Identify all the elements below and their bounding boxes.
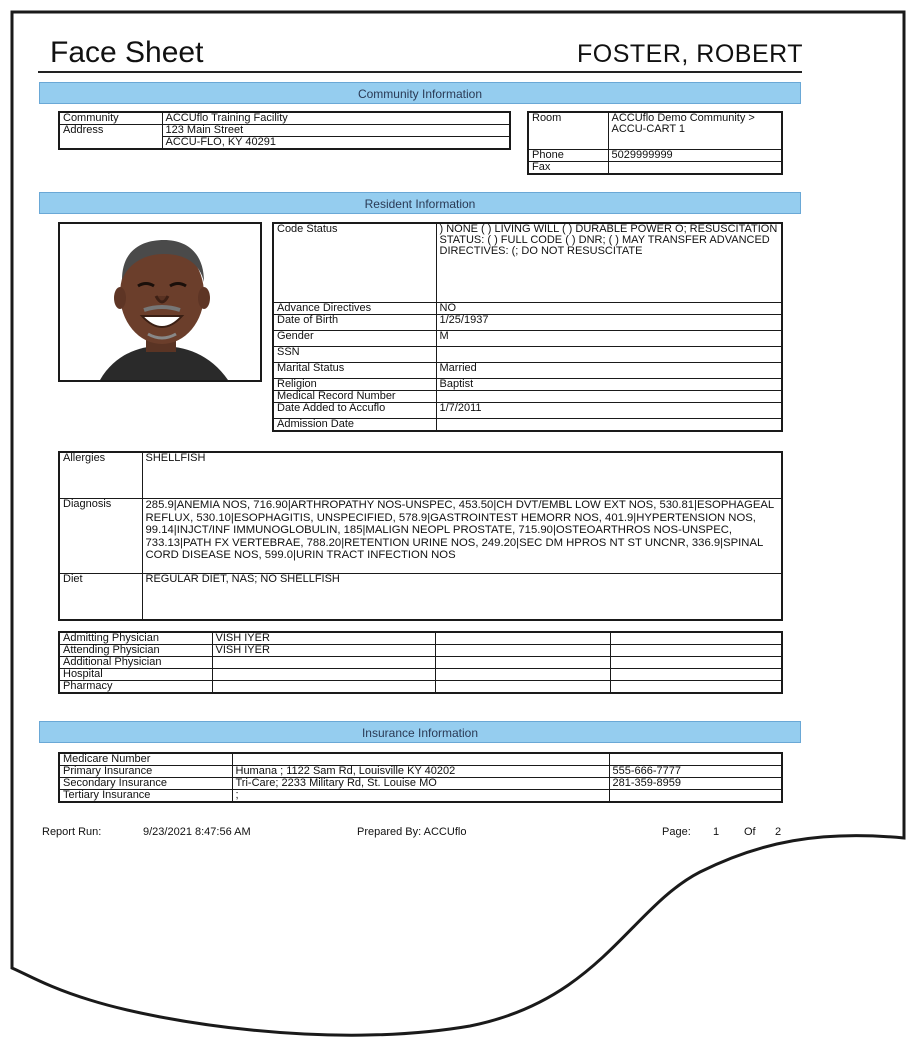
empty-cell (435, 681, 610, 694)
empty-cell (435, 669, 610, 681)
resident-details-table (272, 222, 783, 432)
empty-cell (610, 669, 782, 681)
fax-label: Fax (528, 162, 608, 175)
tertiary-insurance-label: Tertiary Insurance (59, 790, 232, 803)
resident-portrait-image (60, 224, 260, 380)
empty-cell (435, 632, 610, 645)
table-row (59, 766, 782, 778)
empty-cell (610, 632, 782, 645)
phone-value: 5029999999 (608, 150, 782, 162)
providers-table (58, 631, 783, 694)
report-run-value: 9/23/2021 8:47:56 AM (143, 826, 251, 838)
community-info-header: Community Information (39, 82, 801, 104)
admission-date-label: Admission Date (273, 419, 436, 432)
resident-info-header: Resident Information (39, 192, 801, 214)
table-row (528, 112, 782, 150)
diagnosis-label: Diagnosis (59, 499, 142, 574)
table-row (273, 315, 782, 331)
resident-photo (58, 222, 262, 382)
diagnosis-value: 285.9|ANEMIA NOS, 716.90|ARTHROPATHY NOS-UNSPEC, 453.50|CH DVT/EMBL LOW EXT NOS, 530.81|ESOPHAGEAL REFLUX, 530.10|ESOPHAGITIS, UNSPECIFIED, 578.9|GASTROINTEST HEMORR NOS, 401.9|HYPERTENSION NOS, 99.14|INJCT/INF IMMUNOGLOBULIN, 185|MALIGN NEOPL PROSTATE, 715.90|OSTEOARTHROS NOS-UNSPEC, 733.13|PATH FX VERTEBRAE, 788.20|RETENTION URINE NOS, 249.20|SEC DM HPROS NT ST UNCNR, 336.9|SPINAL CORD DISEASE NOS, 599.0|URIN TRACT INFECTION NOS (142, 499, 782, 574)
empty-cell (610, 645, 782, 657)
religion-value: Baptist (436, 379, 782, 391)
table-row (273, 403, 782, 419)
additional-physician-value (212, 657, 435, 669)
marital-status-label: Marital Status (273, 363, 436, 379)
code-status-label: Code Status (273, 223, 436, 303)
code-status-value: ) NONE ( ) LIVING WILL ( ) DURABLE POWER O; RESUSCITATION STATUS: ( ) FULL CODE ( ) DNR; ( ) MAY TRANSFER ADVANCED DIRECTIVES: (; DO NOT RESUSCITATE (436, 223, 782, 303)
primary-insurance-phone: 555-666-7777 (609, 766, 782, 778)
medicare-label: Medicare Number (59, 753, 232, 766)
tertiary-insurance-value: ; (232, 790, 609, 803)
insurance-table (58, 752, 783, 803)
community-value: ACCUflo Training Facility (162, 112, 510, 125)
phone-label: Phone (528, 150, 608, 162)
allergies-label: Allergies (59, 452, 142, 499)
gender-label: Gender (273, 331, 436, 347)
dob-value: 1/25/1937 (436, 315, 782, 331)
primary-insurance-value: Humana ; 1122 Sam Rd, Louisville KY 40202 (232, 766, 609, 778)
report-run-label: Report Run: (42, 826, 102, 838)
primary-insurance-label: Primary Insurance (59, 766, 232, 778)
secondary-insurance-phone: 281-359-8959 (609, 778, 782, 790)
marital-status-value: Married (436, 363, 782, 379)
date-added-label: Date Added to Accuflo (273, 403, 436, 419)
secondary-insurance-value: Tri-Care; 2233 Military Rd, St. Louise MO (232, 778, 609, 790)
table-row (273, 379, 782, 391)
ssn-value (436, 347, 782, 363)
table-row (273, 419, 782, 432)
gender-value: M (436, 331, 782, 347)
table-row (59, 657, 782, 669)
insurance-info-header: Insurance Information (39, 721, 801, 743)
prepared-by: Prepared By: ACCUflo (357, 826, 467, 838)
religion-label: Religion (273, 379, 436, 391)
medicare-phone (609, 753, 782, 766)
hospital-value (212, 669, 435, 681)
allergies-value: SHELLFISH (142, 452, 782, 499)
address-line2: ACCU-FLO, KY 40291 (162, 137, 510, 150)
hospital-label: Hospital (59, 669, 212, 681)
title-divider (38, 71, 802, 73)
clinical-table (58, 451, 783, 621)
table-row (59, 125, 510, 137)
pharmacy-value (212, 681, 435, 694)
admitting-physician-label: Admitting Physician (59, 632, 212, 645)
page-title: Face Sheet (50, 36, 204, 69)
table-row (528, 162, 782, 175)
community-label: Community (59, 112, 162, 125)
page-label: Page: (662, 826, 691, 838)
resident-name: FOSTER, ROBERT (576, 40, 803, 68)
table-row (59, 452, 782, 499)
table-row (273, 363, 782, 379)
table-row (273, 223, 782, 303)
diet-label: Diet (59, 574, 142, 621)
community-table (58, 111, 511, 150)
table-row (273, 331, 782, 347)
table-row (273, 391, 782, 403)
fax-value (608, 162, 782, 175)
address-label: Address (59, 125, 162, 150)
additional-physician-label: Additional Physician (59, 657, 212, 669)
page-number: 1 (713, 826, 720, 838)
diet-value: REGULAR DIET, NAS; NO SHELLFISH (142, 574, 782, 621)
empty-cell (435, 645, 610, 657)
table-row (59, 632, 782, 645)
page-total: 2 (775, 826, 782, 838)
table-row (273, 303, 782, 315)
attending-physician-value: VISH IYER (212, 645, 435, 657)
medicare-value (232, 753, 609, 766)
table-row (528, 150, 782, 162)
empty-cell (610, 657, 782, 669)
empty-cell (435, 657, 610, 669)
of-label: Of (744, 826, 756, 838)
advance-directives-label: Advance Directives (273, 303, 436, 315)
table-row (59, 669, 782, 681)
table-row (59, 574, 782, 621)
pharmacy-label: Pharmacy (59, 681, 212, 694)
dob-label: Date of Birth (273, 315, 436, 331)
ssn-label: SSN (273, 347, 436, 363)
mrn-label: Medical Record Number (273, 391, 436, 403)
table-row (59, 778, 782, 790)
advance-directives-value: NO (436, 303, 782, 315)
table-row (273, 347, 782, 363)
room-table (527, 111, 783, 175)
room-label: Room (528, 112, 608, 150)
attending-physician-label: Attending Physician (59, 645, 212, 657)
address-line1: 123 Main Street (162, 125, 510, 137)
table-row (59, 790, 782, 803)
table-row (59, 645, 782, 657)
table-row (59, 112, 510, 125)
tertiary-insurance-phone (609, 790, 782, 803)
secondary-insurance-label: Secondary Insurance (59, 778, 232, 790)
admitting-physician-value: VISH IYER (212, 632, 435, 645)
empty-cell (610, 681, 782, 694)
table-row (59, 499, 782, 574)
table-row (59, 681, 782, 694)
table-row (59, 753, 782, 766)
mrn-value (436, 391, 782, 403)
resident-rows (273, 223, 782, 431)
admission-date-value (436, 419, 782, 432)
room-value: ACCUflo Demo Community > ACCU-CART 1 (608, 112, 782, 150)
date-added-value: 1/7/2011 (436, 403, 782, 419)
